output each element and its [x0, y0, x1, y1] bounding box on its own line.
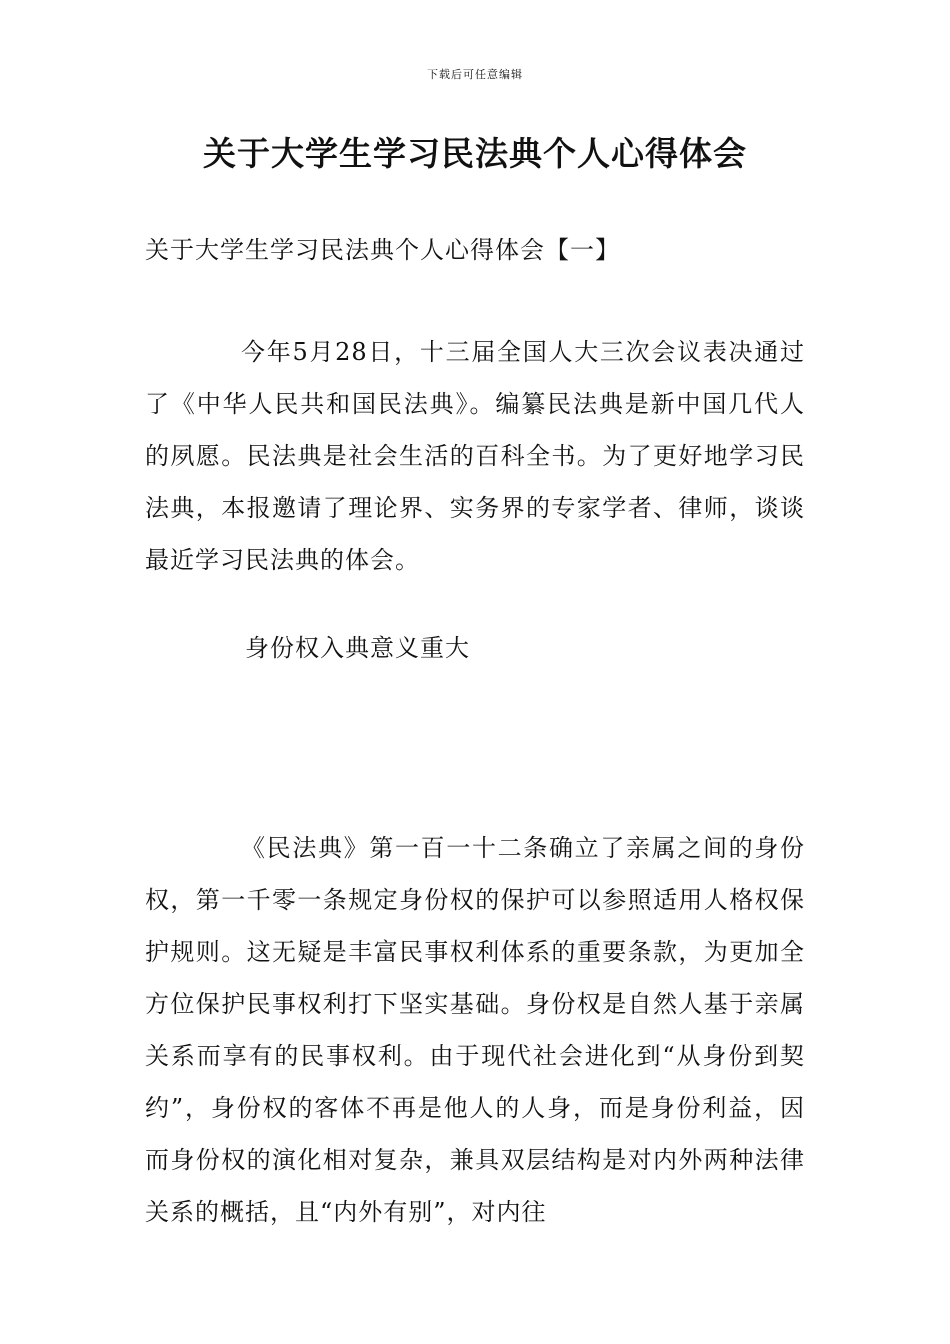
section-heading: 关于大学生学习民法典个人心得体会【一】	[145, 236, 620, 264]
document-title: 关于大学生学习民法典个人心得体会	[203, 134, 747, 173]
header-note: 下载后可任意编辑	[427, 68, 523, 81]
paragraph-intro: 今年5月28日，十三届全国人大三次会议表决通过了《中华人民共和国民法典》。编纂民法典是新中国几代人的夙愿。民法典是社会生活的百科全书。为了更好地学习民法典，本报邀请了理论界、实务界的专家学者、律师，谈谈最近学习民法典的体会。	[145, 338, 805, 574]
paragraph-body: 《民法典》第一百一十二条确立了亲属之间的身份权，第一千零一条规定身份权的保护可以参照适用人格权保护规则。这无疑是丰富民事权利体系的重要条款，为更加全方位保护民事权利打下坚实基础。身份权是自然人基于亲属关系而享有的民事权利。由于现代社会进化到“从身份到契约”，身份权的客体不再是他人的人身，而是身份利益，因而身份权的演化相对复杂，兼具双层结构是对内外两种法律关系的概括，且“内外有别”，对内往	[145, 834, 805, 1226]
subheading: 身份权入典意义重大	[245, 634, 470, 662]
